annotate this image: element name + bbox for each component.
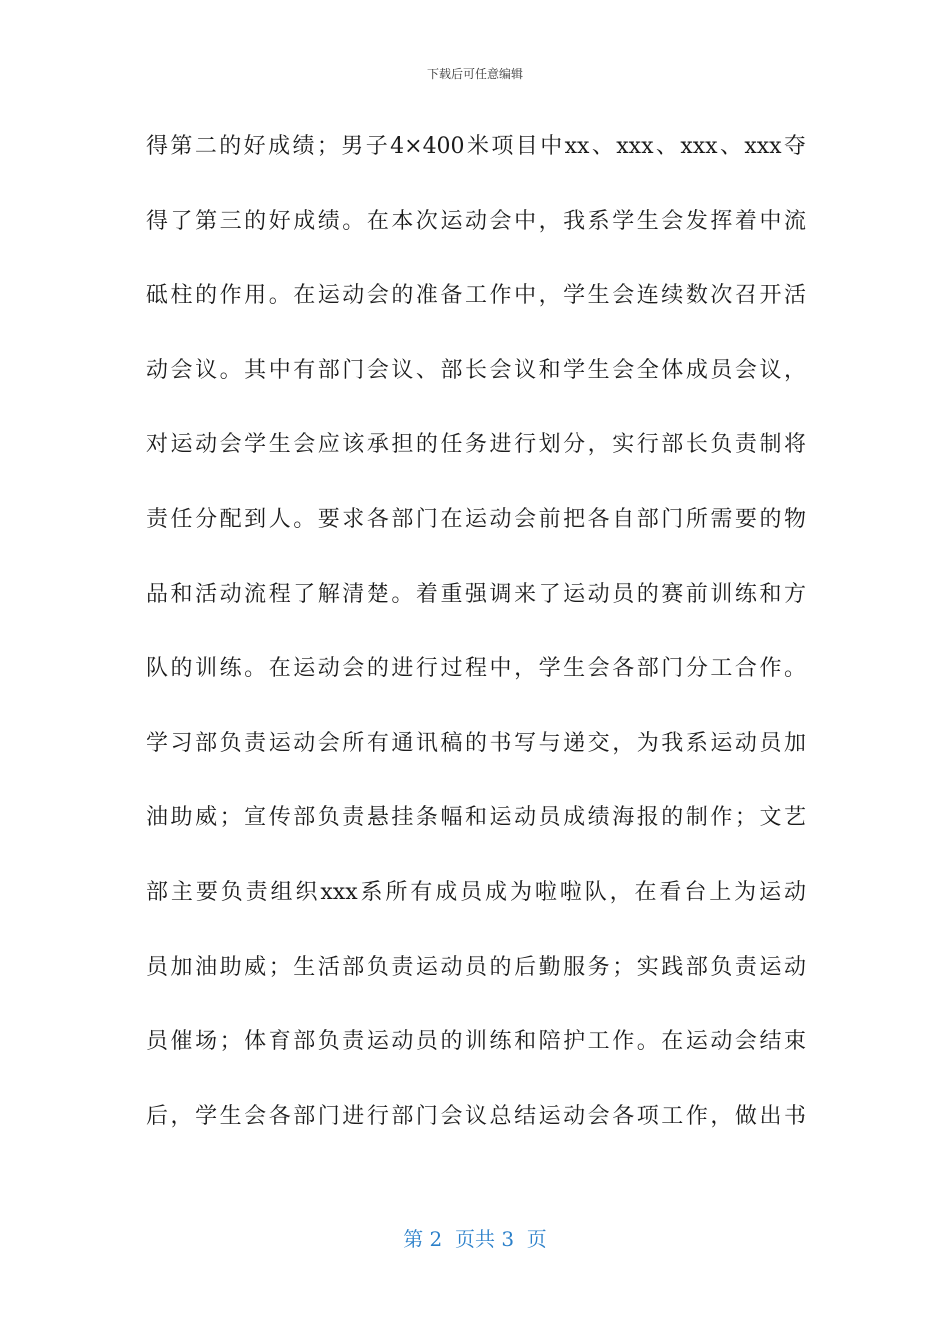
body-line: 品和活动流程了解清楚。着重强调来了运动员的赛前训练和方 [146, 581, 806, 607]
body-line: 后，学生会各部门进行部门会议总结运动会各项工作，做出书 [146, 1103, 806, 1129]
document-body [146, 128, 806, 1172]
body-line: 队的训练。在运动会的进行过程中，学生会各部门分工合作。 [146, 656, 806, 682]
body-line: 得了第三的好成绩。在本次运动会中，我系学生会发挥着中流 [146, 208, 806, 234]
body-line: 砥柱的作用。在运动会的准备工作中，学生会连续数次召开活 [146, 283, 806, 309]
body-line: 员加油助威；生活部负责运动员的后勤服务；实践部负责运动 [146, 954, 806, 980]
page-number-footer: 第 2 页共 3 页 [403, 1227, 547, 1251]
body-line: 油助威；宣传部负责悬挂条幅和运动员成绩海报的制作；文艺 [146, 805, 806, 831]
body-line: 动会议。其中有部门会议、部长会议和学生会全体成员会议， [146, 357, 806, 383]
body-line: 学习部负责运动会所有通讯稿的书写与递交，为我系运动员加 [146, 730, 806, 756]
body-line: 责任分配到人。要求各部门在运动会前把各自部门所需要的物 [146, 506, 806, 532]
page-header: 下载后可任意编辑 [426, 67, 523, 81]
body-line: 得第二的好成绩；男子4×400米项目中xx、xxx、xxx、xxx夺 [146, 134, 806, 159]
body-line: 部主要负责组织xxx系所有成员成为啦啦队，在看台上为运动 [146, 879, 806, 905]
body-line: 对运动会学生会应该承担的任务进行划分，实行部长负责制将 [146, 432, 806, 458]
body-line: 员催场；体育部负责运动员的训练和陪护工作。在运动会结束 [146, 1029, 806, 1055]
